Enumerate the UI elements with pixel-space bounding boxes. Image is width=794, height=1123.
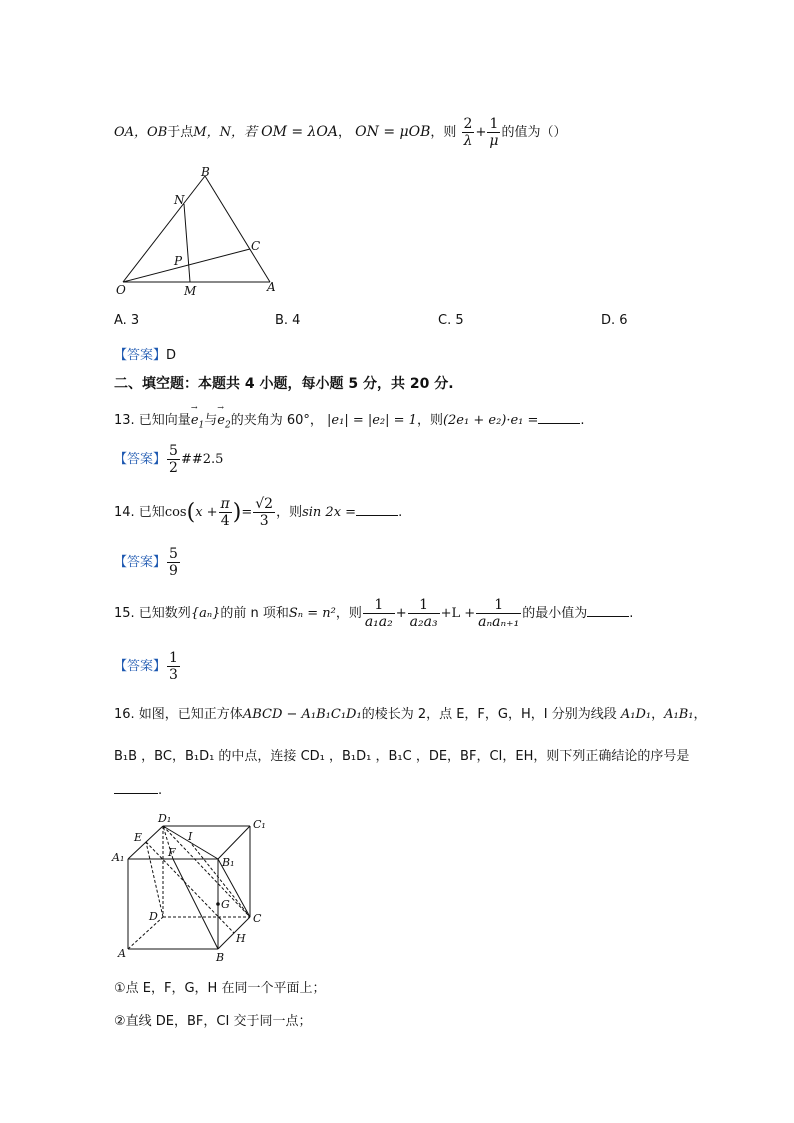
label-a: A: [267, 280, 276, 294]
label-b: B: [216, 951, 225, 964]
answer-value: D: [166, 348, 177, 363]
q13-then: ，则: [416, 413, 443, 428]
q13-mid: 与: [204, 413, 218, 428]
triangle-figure: [110, 164, 290, 304]
q12-frac2: $\frac{1}{\mu}$: [489, 116, 499, 149]
q12-stem: OA，OB于点M，N，若 OM = λOA， ON = μOB，则 $\frac{2}{\lambda}$ + $\frac{1}{\mu}$ 的值为（）: [114, 116, 567, 149]
option-d: D. 6: [601, 313, 628, 328]
label-e: E: [134, 831, 143, 844]
q13-blank: [538, 411, 580, 424]
cube-figure: [108, 812, 278, 967]
q14-answer-frac: $\frac{5}{9}$: [169, 546, 178, 579]
label-b1: B₁: [222, 856, 235, 869]
q13-prefix: 13. 已知向量: [114, 413, 191, 428]
q13-expr: (2e₁ + e₂)·e₁ =: [442, 413, 539, 428]
section-heading: 二、填空题：本题共 4 小题，每小题 5 分，共 20 分.: [114, 376, 454, 392]
segment-nm: [184, 204, 190, 282]
label-b: B: [201, 165, 210, 179]
q12-intro-a: OA，OB: [114, 125, 168, 140]
q15-answer: 【答案】 $\frac{1}{3}$: [114, 650, 178, 683]
q16-line2: B₁B ，BC，B₁D₁ 的中点，连接 CD₁ ，B₁D₁ ，B₁C ，DE，BF，CI，EH，则下列正确结论的序号是: [114, 749, 690, 764]
q14-answer: 【答案】 $\frac{5}{9}$: [114, 546, 178, 579]
label-g: G: [221, 898, 230, 911]
label-p: P: [174, 254, 183, 268]
option-c: C. 5: [438, 313, 464, 328]
option-b: B. 4: [275, 313, 301, 328]
q14-rhs: $\frac{√2}{3}$: [255, 496, 274, 529]
label-o: O: [116, 283, 126, 297]
label-a1: A₁: [112, 851, 125, 864]
q15-stem: 15. 已知数列{aₙ}的前 n 项和Sₙ = n²，则 $\frac{1}{\text{a₁a₂}}$ + $\frac{1}{\text{a₂a₃}}$ +L + $\frac{1}{\text{aₙaₙ₊₁}}$ 的最小值为 .: [114, 597, 634, 630]
q13-angle: 的夹角为 60°，: [230, 413, 323, 428]
side-ba: [205, 176, 270, 282]
q13-answer: 【答案】 $\frac{5}{2}$ ##2.5: [114, 443, 224, 476]
label-c: C: [251, 239, 261, 253]
q12-frac1: $\frac{2}{\lambda}$: [463, 116, 473, 149]
label-i: I: [188, 830, 193, 843]
q16-statement-2: ②直线 DE，BF，CI 交于同一点；: [114, 1014, 312, 1029]
q16-line1: 16. 如图，已知正方体ABCD − A₁B₁C₁D₁的棱长为 2，点 E，F，G，H，I 分别为线段 A₁D₁，A₁B₁，: [114, 707, 707, 722]
label-f: F: [168, 846, 176, 859]
q13-answer-frac: $\frac{5}{2}$: [169, 443, 178, 476]
q12-intro-c: M，N，若: [193, 125, 257, 140]
label-c1: C₁: [253, 818, 266, 831]
q14-blank: [356, 503, 398, 516]
segment-oc: [123, 249, 250, 282]
answer-tag: 【答案】: [114, 348, 167, 363]
label-n: N: [174, 193, 185, 207]
q12-eq2: ON = μOB: [355, 124, 431, 140]
q16-statement-1: ①点 E，F，G，H 在同一个平面上；: [114, 981, 326, 996]
q12-tail: 的值为（）: [501, 125, 567, 140]
side-ob: [123, 176, 205, 282]
q12-answer: [114, 344, 176, 363]
q13-answer-alt: ##2.5: [180, 452, 224, 467]
label-c: C: [253, 912, 262, 925]
label-m: M: [184, 284, 197, 298]
q12-intro-b: 于点: [167, 125, 194, 140]
label-h: H: [236, 932, 246, 945]
q12-then: ，则: [430, 125, 457, 140]
q15-answer-frac: $\frac{1}{3}$: [169, 650, 178, 683]
q13-cond: |e₁| = |e₂| = 1: [327, 413, 417, 428]
q12-eq1: OM = λOA: [261, 124, 339, 140]
q15-blank: [587, 604, 629, 617]
option-a: A. 3: [114, 313, 140, 328]
label-a: A: [118, 947, 126, 960]
label-d: D: [149, 910, 158, 923]
label-d1: D₁: [158, 812, 172, 825]
q13-stem: 13. 已知向量→ $e_1$与→ $e_2$的夹角为 60°， |e₁| = |e₂| = 1，则(2e₁ + e₂)·e₁ = .: [114, 409, 585, 431]
q14-stem: 14. 已知cos(x + $\frac{\pi}{4}$ )= $\frac{√2}{3}$ ，则sin 2x = .: [114, 496, 403, 529]
q16-line3: .: [114, 781, 162, 798]
